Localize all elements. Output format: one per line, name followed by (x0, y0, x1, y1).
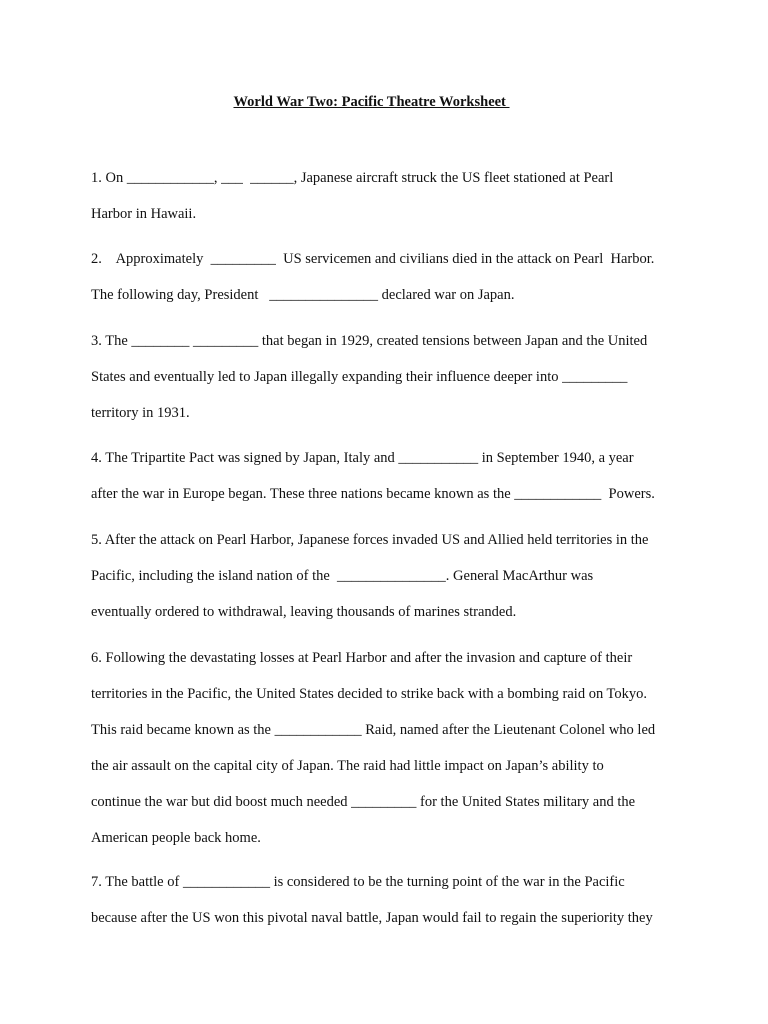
question-6 (91, 640, 691, 856)
question-line: because after the US won this pivotal naval battle, Japan would fail to regain the superiority they (91, 910, 653, 926)
question-line: territory in 1931. (91, 405, 190, 421)
question-line: 2. Approximately _________ US servicemen and civilians died in the attack on Pearl Harbor. (91, 251, 655, 267)
question-line: the air assault on the capital city of Japan. The raid had little impact on Japan’s ability to (91, 758, 604, 774)
question-line: This raid became known as the ____________ Raid, named after the Lieutenant Colonel who led (91, 722, 656, 738)
question-line: eventually ordered to withdrawal, leaving thousands of marines stranded. (91, 604, 517, 620)
question-line: States and eventually led to Japan illegally expanding their influence deeper into _________ (91, 369, 628, 385)
question-line: 7. The battle of ____________ is considered to be the turning point of the war in the Pacific (91, 874, 625, 890)
question-line: 3. The ________ _________ that began in 1929, created tensions between Japan and the United (91, 333, 648, 349)
question-5 (91, 522, 691, 630)
question-line: territories in the Pacific, the United States decided to strike back with a bombing raid on Tokyo. (91, 686, 648, 702)
question-4 (91, 440, 691, 512)
worksheet-title: World War Two: Pacific Theatre Worksheet (233, 94, 510, 110)
question-line: Harbor in Hawaii. (91, 206, 197, 222)
question-line: 5. After the attack on Pearl Harbor, Japanese forces invaded US and Allied held territories in the (91, 532, 649, 548)
question-1 (91, 160, 691, 232)
question-line: 6. Following the devastating losses at Pearl Harbor and after the invasion and capture of their (91, 650, 633, 666)
question-line: 4. The Tripartite Pact was signed by Japan, Italy and ___________ in September 1940, a year (91, 450, 634, 466)
question-line: The following day, President _______________ declared war on Japan. (91, 287, 515, 303)
question-line: Pacific, including the island nation of the _______________. General MacArthur was (91, 568, 594, 584)
question-line: continue the war but did boost much needed _________ for the United States military and the (91, 794, 636, 810)
question-3 (91, 323, 691, 431)
question-line: American people back home. (91, 830, 261, 846)
question-2 (91, 241, 691, 313)
question-line: after the war in Europe began. These three nations became known as the ____________ Powers. (91, 486, 655, 502)
question-7 (91, 864, 691, 936)
question-line: 1. On ____________, ___ ______, Japanese aircraft struck the US fleet stationed at Pearl (91, 170, 614, 186)
